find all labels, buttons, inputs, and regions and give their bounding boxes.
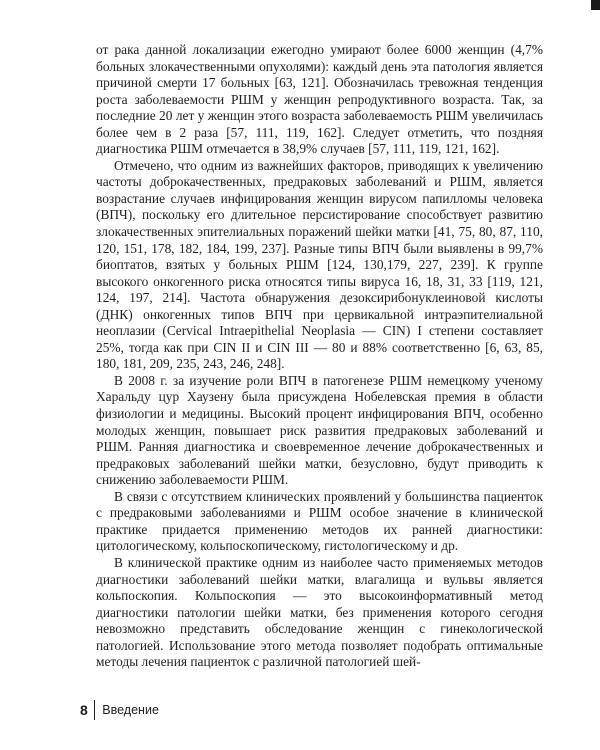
paragraph-5: В клинической практике одним из наиболее часто применяемых методов диагностики заболеваний шейки матки, влагалища и вульвы является кольпоскопия. Кольпоскопия — это высокоинформативный метод диагностики патологии шейки матки, без применения которого сегодня невозможно представить обследование женщин с гинекологической патологией. Использование этого метода позволяет подобрать оптимальные методы лечения пациенток с различной патологией шей- [96, 554, 543, 670]
page-footer [80, 700, 159, 720]
paragraph-4: В связи с отсутствием клинических проявлений у большинства пациенток с предраковыми заболеваниями и РШМ особое значение в клинической практике придается применению методов их ранней диагностики: цитологическому, кольпоскопическому, гистологическому и др. [96, 488, 543, 554]
body-text [96, 42, 543, 671]
paragraph-2: Отмечено, что одним из важнейших факторов, приводящих к увеличению частоты доброкачественных, предраковых заболеваний и РШМ, является возрастание случаев инфицирования женщин вирусом папилломы человека (ВПЧ), поскольку его длительное персистирование способствует развитию злокачественных эпителиальных поражений шейки матки [41, 75, 80, 87, 110, 120, 151, 178, 182, 184, 199, 237]. Разные типы ВПЧ были выявлены в 99,7% биоптатов, взятых у больных РШМ [124, 130,179, 227, 239]. К группе высокого онкогенного риска относятся типы вируса 16, 18, 31, 33 [119, 121, 124, 197, 214]. Частота обнаружения дезоксирибонуклеиновой кислоты (ДНК) онкогенных типов ВПЧ при цервикальной интраэпителиальной неоплазии (Cervical Intraepithelial Neoplasia — CIN) I степени составляет 25%, тогда как при CIN II и CIN III — 80 и 88% соответственно [6, 63, 85, 180, 181, 209, 235, 243, 246, 248]. [96, 157, 543, 372]
page-edge-mark [591, 0, 600, 10]
page-number: 8 [80, 702, 88, 718]
running-title: Введение [102, 703, 159, 717]
footer-divider [94, 700, 96, 720]
paragraph-1: от рака данной локализации ежегодно умирают более 6000 женщин (4,7% больных злокачественными опухолями): каждый день эта патология является причиной смерти 17 больных [63, 121]. Обозначилась тревожная тенденция роста заболеваемости РШМ у женщин репродуктивного возраста. Так, за последние 20 лет у женщин этого возраста заболеваемость РШМ увеличилась более чем в 2 раза [57, 111, 119, 162]. Следует отметить, что поздняя диагностика РШМ отмечается в 38,9% случаев [57, 111, 119, 121, 162]. [96, 42, 543, 157]
paragraph-3: В 2008 г. за изучение роли ВПЧ в патогенезе РШМ немецкому ученому Харальду цур Хаузену была присуждена Нобелевская премия в области физиологии и медицины. Высокий процент инфицирования ВПЧ, особенно молодых женщин, повышает риск развития предраковых заболеваний и РШМ. Ранняя диагностика и своевременное лечение доброкачественных и предраковых заболеваний шейки матки, безусловно, будут приводить к снижению заболеваемости РШМ. [96, 372, 543, 488]
